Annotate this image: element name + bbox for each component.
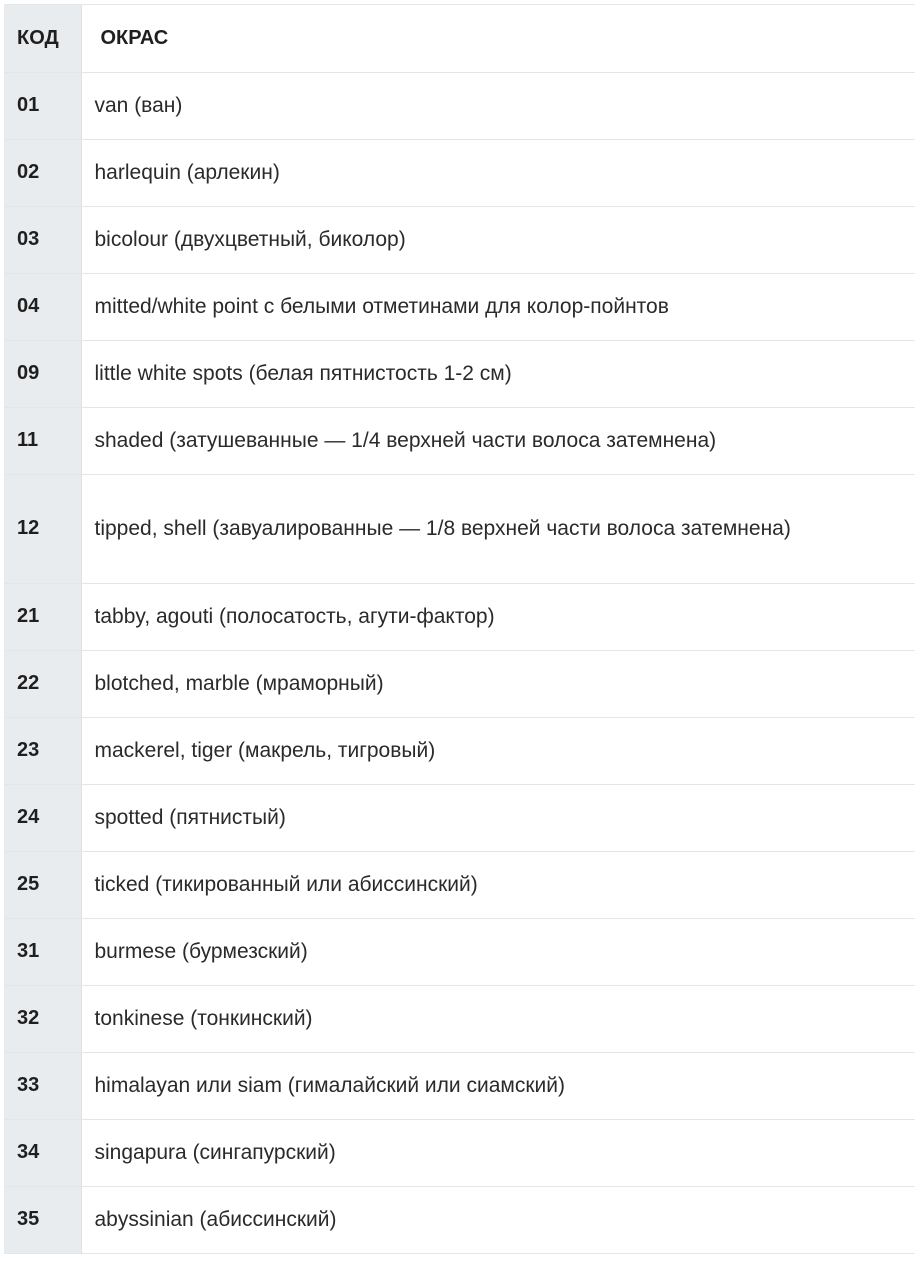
color-cell: ticked (тикированный или абиссинский) — [81, 851, 915, 918]
color-cell: little white spots (белая пятнистость 1-2 см) — [81, 340, 915, 407]
code-cell: 34 — [4, 1119, 81, 1186]
color-codes-table-wrapper — [4, 4, 915, 1254]
color-cell: abyssinian (абиссинский) — [81, 1186, 915, 1253]
code-cell: 22 — [4, 650, 81, 717]
table-row — [4, 474, 915, 583]
table-row — [4, 1052, 915, 1119]
code-cell: 23 — [4, 717, 81, 784]
table-row — [4, 650, 915, 717]
color-codes-table — [4, 5, 915, 1254]
code-cell: 21 — [4, 583, 81, 650]
code-cell: 12 — [4, 474, 81, 583]
code-cell: 09 — [4, 340, 81, 407]
code-cell: 24 — [4, 784, 81, 851]
table-row — [4, 851, 915, 918]
table-row — [4, 407, 915, 474]
table-row — [4, 139, 915, 206]
header-code: КОД — [4, 5, 81, 72]
color-cell: van (ван) — [81, 72, 915, 139]
color-cell: harlequin (арлекин) — [81, 139, 915, 206]
color-cell: singapura (сингапурский) — [81, 1119, 915, 1186]
header-color: ОКРАС — [81, 5, 915, 72]
table-row — [4, 340, 915, 407]
table-row — [4, 206, 915, 273]
table-row — [4, 72, 915, 139]
code-cell: 33 — [4, 1052, 81, 1119]
color-cell: bicolour (двухцветный, биколор) — [81, 206, 915, 273]
color-cell: burmese (бурмезский) — [81, 918, 915, 985]
table-header-row — [4, 5, 915, 72]
color-cell: tonkinese (тонкинский) — [81, 985, 915, 1052]
table-row — [4, 1119, 915, 1186]
color-cell: blotched, marble (мраморный) — [81, 650, 915, 717]
code-cell: 03 — [4, 206, 81, 273]
color-cell: shaded (затушеванные — 1/4 верхней части волоса затемнена) — [81, 407, 915, 474]
color-cell: tabby, agouti (полосатость, агути-фактор) — [81, 583, 915, 650]
code-cell: 35 — [4, 1186, 81, 1253]
table-row — [4, 717, 915, 784]
code-cell: 11 — [4, 407, 81, 474]
code-cell: 32 — [4, 985, 81, 1052]
code-cell: 02 — [4, 139, 81, 206]
code-cell: 31 — [4, 918, 81, 985]
code-cell: 01 — [4, 72, 81, 139]
code-cell: 25 — [4, 851, 81, 918]
color-cell: spotted (пятнистый) — [81, 784, 915, 851]
table-row — [4, 273, 915, 340]
table-row — [4, 1186, 915, 1253]
table-row — [4, 784, 915, 851]
code-cell: 04 — [4, 273, 81, 340]
color-cell: mackerel, tiger (макрель, тигровый) — [81, 717, 915, 784]
table-row — [4, 985, 915, 1052]
table-row — [4, 918, 915, 985]
color-cell: mitted/white point с белыми отметинами для колор-пойнтов — [81, 273, 915, 340]
table-row — [4, 583, 915, 650]
color-cell: himalayan или siam (гималайский или сиамский) — [81, 1052, 915, 1119]
color-cell: tipped, shell (завуалированные — 1/8 верхней части волоса затемнена) — [81, 474, 915, 583]
